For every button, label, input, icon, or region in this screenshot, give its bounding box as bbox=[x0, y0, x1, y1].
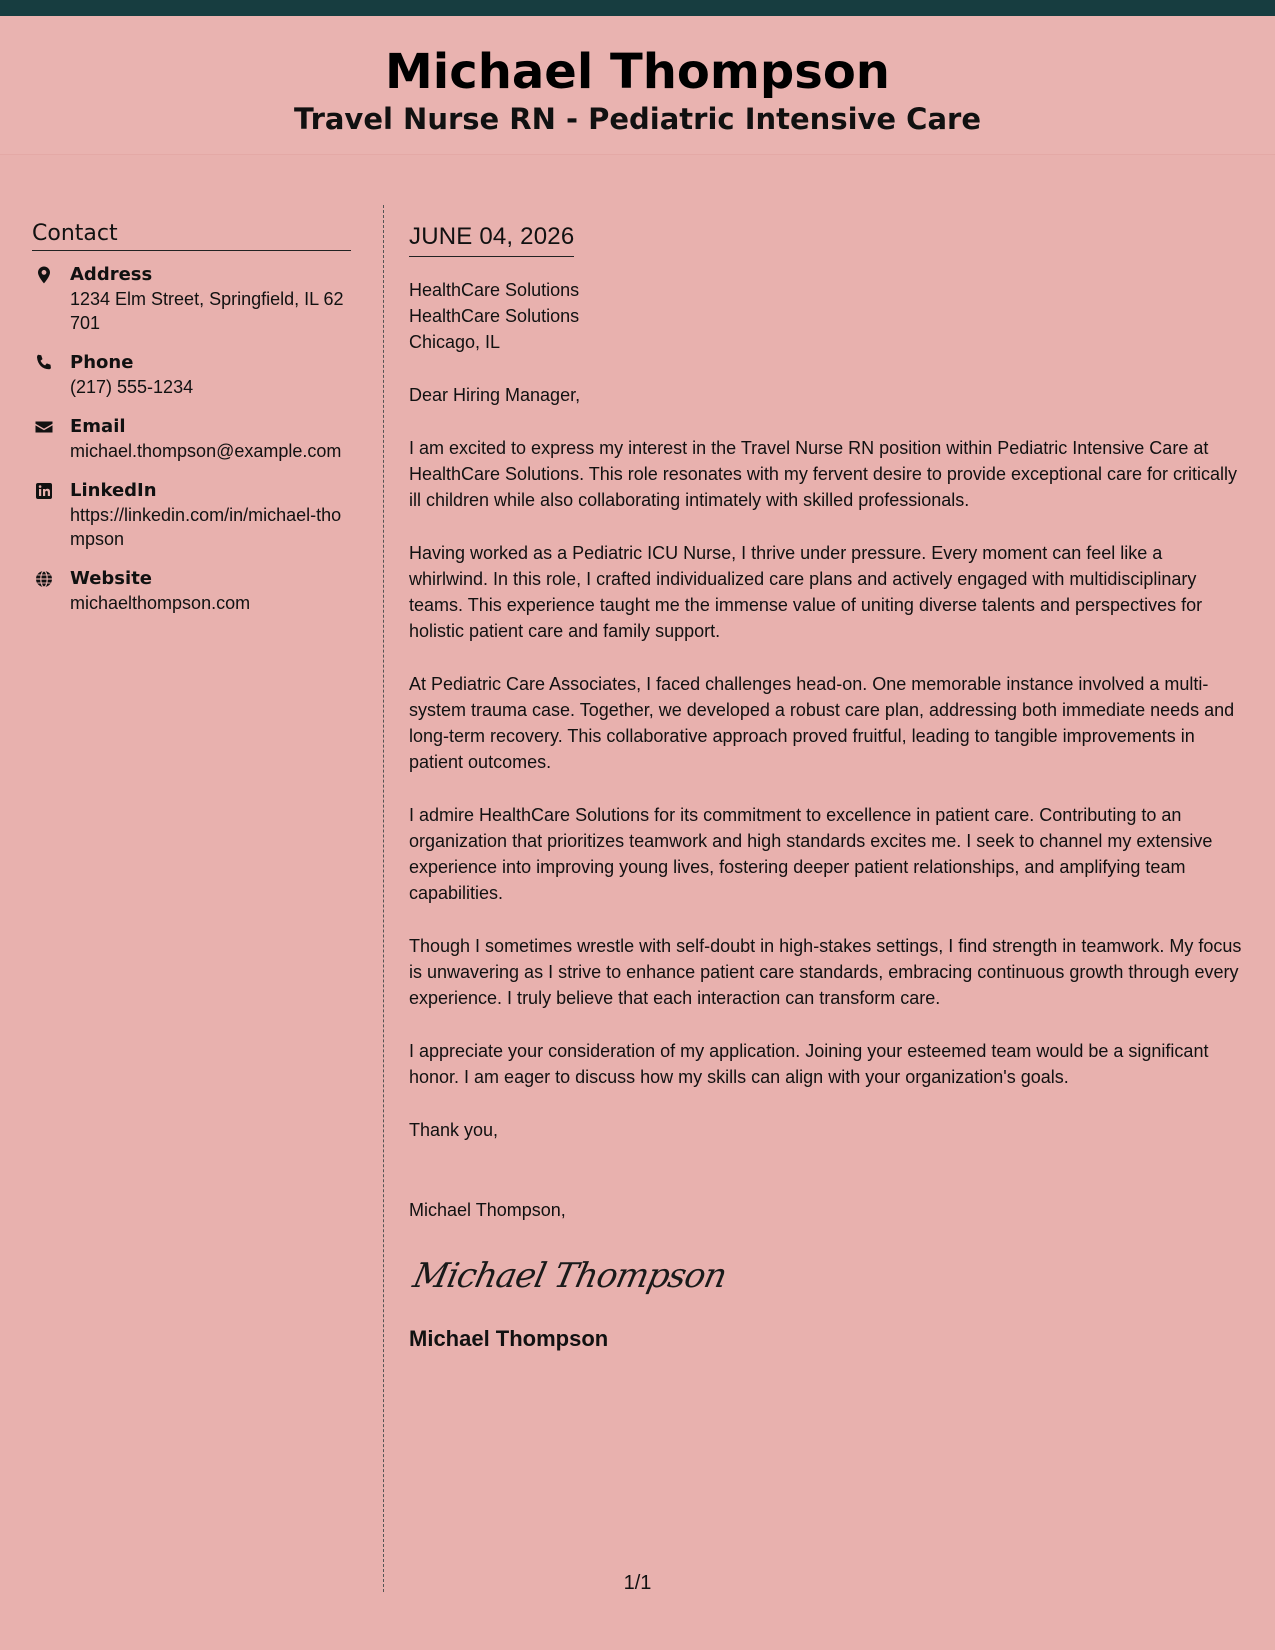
letter-paragraph: I admire HealthCare Solutions for its commitment to excellence in patient care. Contributing to an organization that prioritizes teamwork and high standards excites me. I seek to channel my extensive experience into improving young lives, fostering deeper patient relationships, and amplifying team capabilities. bbox=[409, 805, 1213, 903]
letter-paragraph: I am excited to express my interest in the Travel Nurse RN position within Pediatric Intensive Care at HealthCare Solutions. This role resonates with my fervent desire to provide exceptional care for critically ill children while also collaborating intimately with skilled professionals. bbox=[409, 438, 1238, 510]
recipient-line: HealthCare Solutions bbox=[409, 280, 580, 300]
letter-paragraph: Though I sometimes wrestle with self-doubt in high-stakes settings, I find strength in teamwork. My focus is unwavering as I strive to enhance patient care standards, embracing continuous growth through every experience. I truly believe that each interaction can transform care. bbox=[409, 936, 1242, 1008]
contact-label-address: Address bbox=[70, 264, 153, 285]
page-number: 1/1 bbox=[623, 1572, 652, 1594]
linkedin-icon bbox=[34, 481, 54, 501]
letter-body bbox=[409, 222, 1243, 1353]
contact-label-email: Email bbox=[70, 416, 126, 437]
top-accent-bar bbox=[0, 0, 1275, 16]
letter-paragraph: I appreciate your consideration of my application. Joining your esteemed team would be a significant honor. I am eager to discuss how my skills can align with your organization's goals. bbox=[409, 1041, 1209, 1087]
recipient-line: HealthCare Solutions bbox=[409, 306, 580, 326]
column-divider bbox=[383, 205, 384, 1592]
contact-value-linkedin: https://linkedin.com/in/michael-thompson bbox=[70, 505, 342, 549]
contact-value-website: michaelthompson.com bbox=[70, 593, 251, 613]
signoff-name: Michael Thompson, bbox=[409, 1200, 566, 1220]
applicant-name: Michael Thompson bbox=[385, 44, 890, 100]
envelope-icon bbox=[34, 417, 54, 437]
contact-heading: Contact bbox=[32, 220, 351, 251]
globe-icon bbox=[34, 569, 54, 589]
contact-value-phone: (217) 555-1234 bbox=[70, 377, 194, 397]
recipient-block bbox=[409, 277, 1243, 355]
letter-paragraph: Having worked as a Pediatric ICU Nurse, I thrive under pressure. Every moment can feel like a whirlwind. In this role, I crafted individualized care plans and actively engaged with multidisciplinary teams. This experience taught me the immense value of uniting diverse talents and perspectives for holistic patient care and family support. bbox=[409, 543, 1203, 641]
contact-item-address bbox=[32, 263, 351, 335]
contact-label-phone: Phone bbox=[70, 352, 134, 373]
header bbox=[0, 16, 1275, 155]
contact-item-email bbox=[32, 415, 351, 463]
contact-label-website: Website bbox=[70, 568, 153, 589]
closing: Thank you, bbox=[409, 1120, 499, 1140]
letter-paragraph: At Pediatric Care Associates, I faced challenges head-on. One memorable instance involved a multi-system trauma case. Together, we developed a robust care plan, addressing both immediate needs and long-term recovery. This collaborative approach proved fruitful, leading to tangible improvements in patient outcomes. bbox=[409, 674, 1235, 772]
map-pin-icon bbox=[34, 265, 54, 285]
contact-item-linkedin bbox=[32, 479, 351, 551]
contact-sidebar bbox=[32, 220, 351, 631]
printed-name: Michael Thompson bbox=[409, 1326, 609, 1351]
letter-date: JUNE 04, 2026 bbox=[409, 222, 574, 257]
contact-label-linkedin: LinkedIn bbox=[70, 480, 157, 501]
contact-value-email: michael.thompson@example.com bbox=[70, 441, 342, 461]
phone-icon bbox=[34, 353, 54, 373]
recipient-line: Chicago, IL bbox=[409, 332, 501, 352]
contact-item-phone bbox=[32, 351, 351, 399]
job-title: Travel Nurse RN - Pediatric Intensive Care bbox=[293, 102, 982, 136]
contact-item-website bbox=[32, 567, 351, 615]
signature: Michael Thompson bbox=[409, 1256, 730, 1296]
contact-value-address: 1234 Elm Street, Springfield, IL 62701 bbox=[70, 289, 344, 333]
salutation: Dear Hiring Manager, bbox=[409, 385, 581, 405]
